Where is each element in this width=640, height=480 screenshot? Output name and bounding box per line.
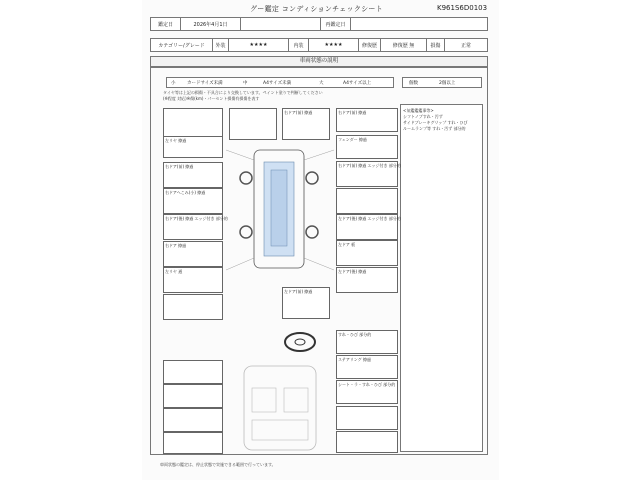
damage-label: 左ドア 板 [338, 242, 356, 247]
rear-right-wheel-icon [306, 226, 318, 238]
legend-card-size: カードサイズ未満 [187, 81, 223, 86]
damage-label: 右ドア(前) 擦過 [284, 110, 313, 115]
damage-label: すれ・ひび 部分的 [338, 332, 372, 337]
damage-box [163, 360, 223, 384]
accident-label: 損傷 [427, 39, 445, 51]
count-value: 2個以上 [439, 81, 456, 86]
damage-label: 左リヤ 通 [165, 269, 183, 274]
count-label: 個数 [409, 81, 418, 86]
car-roof [271, 170, 287, 246]
legend-bar [166, 77, 394, 88]
remarks-line-1: シフトノブすれ・汚ず [403, 114, 443, 119]
damage-box [163, 432, 223, 454]
damage-label: 右ドア 擦過 [165, 243, 187, 248]
date-label: 鑑定日 [151, 18, 181, 30]
grade-row [150, 38, 488, 52]
legend-small: 小 [171, 81, 176, 86]
legend-a4-over: A4サイズ以上 [343, 81, 372, 86]
section-title: 車両状態の説明 [150, 56, 488, 67]
damage-label: 右ドア(前) 擦過 エッジ付き 部分的 [338, 163, 401, 168]
repair-history-label: 修復歴 [359, 39, 381, 51]
damage-label: ステアリング 擦過 [338, 357, 371, 362]
info-row [150, 17, 488, 31]
remarks-panel [400, 104, 483, 452]
steering-wheel-icon [283, 331, 317, 353]
damage-box [163, 408, 223, 432]
blank-cell [241, 18, 321, 30]
car-top-view [226, 140, 334, 280]
damage-label: 右ドアへこみ(小) 擦過 [165, 190, 206, 195]
note-line-2: (※程度 対応)※傷(km)・パーセント損傷有損傷を表す [163, 96, 260, 101]
interior-rating: ★★★★ [309, 39, 359, 51]
repair-history-value: 修復歴 無 [381, 39, 427, 51]
interior-label: 内装 [289, 39, 309, 51]
remarks-heading: <気鑑鑑鑑事等> [403, 108, 434, 113]
footer-note: 車両状態の鑑定は、停止状態で実施できる範囲で行っています。 [160, 462, 276, 467]
interior-diagram [232, 358, 328, 454]
exterior-label: 外装 [213, 39, 229, 51]
front-left-wheel-icon [240, 172, 252, 184]
legend-count [402, 77, 482, 88]
legend-a4-under: A4サイズ未満 [263, 81, 292, 86]
front-right-wheel-icon [306, 172, 318, 184]
damage-label: 右ドア(前) 擦過 [338, 110, 367, 115]
damage-box [163, 294, 223, 320]
damage-label: 左ドア(後) 擦過 [338, 269, 367, 274]
remarks-line-3: ルームランプ等 すれ・汚ず 部分的 [403, 126, 466, 131]
rear-left-wheel-icon [240, 226, 252, 238]
remarks-line-2: サイドブレーキグリップ すれ・ひび [403, 120, 468, 125]
damage-label: 左リヤ 擦過 [165, 138, 187, 143]
legend-large: 大 [319, 81, 324, 86]
sheet-code: K961S6D0103 [437, 4, 488, 12]
damage-label: シート・ラ・すれ・ひび 部分的 [338, 382, 396, 387]
legend-medium: 中 [243, 81, 248, 86]
sheet-title: グー鑑定 コンディションチェックシート [250, 5, 384, 13]
damage-label: 左ドア(前) 擦過 [284, 289, 313, 294]
exterior-rating: ★★★★ [229, 39, 289, 51]
damage-box [336, 406, 398, 430]
category-label: カテゴリー/グレード [151, 39, 213, 51]
damage-label: 左ドア(後) 擦過 エッジ付き 部分的 [338, 216, 401, 221]
damage-label: フェンダー 擦過 [338, 137, 367, 142]
note-line-1: タイヤ等は上記の損傷・不具合により交換しています。ペイント塗りで判断してください [163, 90, 323, 95]
damage-box [163, 384, 223, 408]
accident-value: 正常 [460, 42, 471, 49]
damage-box [336, 431, 398, 453]
damage-label: 右ドア(後) 擦過 エッジ付き 部分的 [165, 216, 228, 221]
damage-box [336, 188, 398, 214]
date-value: 2026年4月1日 [181, 18, 241, 30]
reinspection-label: 再鑑定日 [321, 18, 351, 30]
damage-label: 右ドア(前) 擦過 [165, 164, 194, 169]
damage-box [229, 108, 277, 140]
